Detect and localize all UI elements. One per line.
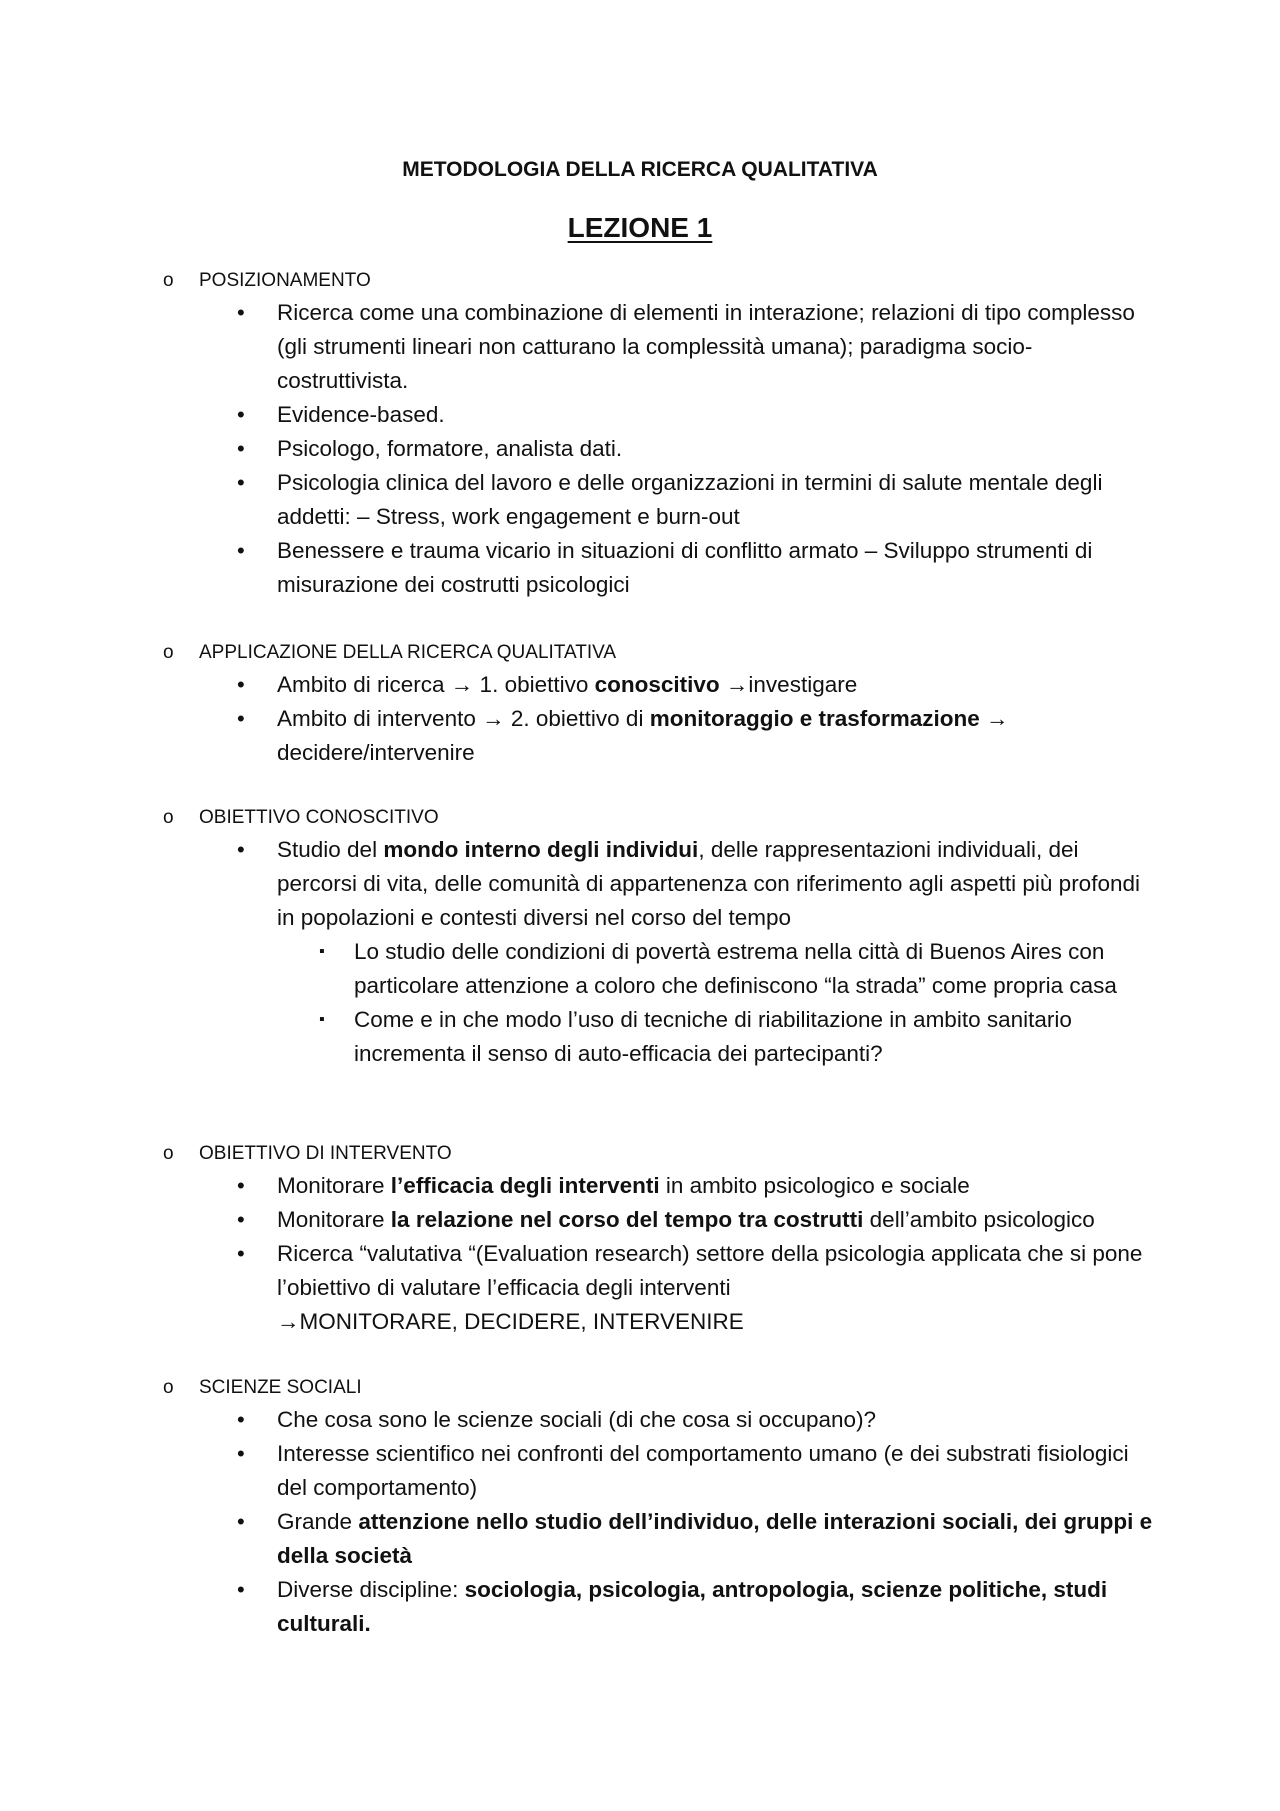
lesson-title: LEZIONE 1 [567,212,713,243]
item-text: Monitorare [277,1207,391,1232]
section-posizionamento [0,266,1280,602]
section-label: OBIETTIVO DI INTERVENTO [199,1143,452,1164]
item-text: in ambito psicologico e sociale [659,1173,970,1198]
item-text: Che cosa sono le scienze sociali (di che cosa si occupano)? [277,1407,877,1432]
section-heading [0,638,1280,668]
section-label: POSIZIONAMENTO [199,270,371,291]
item-text: Benessere e trauma vicario in situazioni di conflitto armato – Sviluppo strumenti di misurazione dei costrutti psicologici [277,538,1093,597]
item-text: Ricerca come una combinazione di elementi in interazione; relazioni di tipo complesso (gli strumenti lineari non catturano la complessità umana); paradigma socio-costruttivista. [277,300,1135,393]
item-text: Psicologia clinica del lavoro e delle organizzazioni in termini di salute mentale degli addetti: – Stress, work engagement e burn-out [277,470,1103,529]
section-heading [0,803,1280,833]
bullet-list [0,1169,1280,1339]
section-label: SCIENZE SOCIALI [199,1377,362,1398]
list-item [0,833,1280,1071]
list-item [0,1437,1280,1505]
item-text: , delle rappresentazioni individuali, dei percorsi di vita, delle comunità di appartenenza con riferimento agli aspetti più profondi in popolazioni e contesti diversi nel corso del tempo [277,837,1140,930]
bullet-icon: • [237,672,245,697]
item-text: → decidere/intervenire [277,706,1009,765]
item-bold-text: l’efficacia degli interventi [390,1173,660,1198]
section-obiettivo-conoscitivo [0,803,1280,1071]
list-item [0,432,1280,466]
item-text: Ambito di intervento → 2. obiettivo di [277,706,650,731]
bullet-icon: • [237,1441,245,1466]
item-text-arrow-line: →MONITORARE, DECIDERE, INTERVENIRE [277,1309,744,1334]
bullet-icon: • [237,706,245,731]
circle-bullet-icon: o [163,642,174,663]
item-text: Lo studio delle condizioni di povertà estrema nella città di Buenos Aires con particolare attenzione a coloro che definiscono “la strada” come propria casa [354,939,1117,998]
item-text: Studio del [277,837,384,862]
square-bullet-icon: ▪ [319,943,325,960]
bullet-icon: • [237,470,245,495]
item-text: Psicologo, formatore, analista dati. [277,436,623,461]
list-item [0,702,1280,770]
bullet-icon: • [237,1207,245,1232]
square-bullet-icon: ▪ [319,1011,325,1028]
list-item [0,534,1280,602]
document-title: METODOLOGIA DELLA RICERCA QUALITATIVA [402,158,878,181]
circle-bullet-icon: o [163,807,174,828]
list-item [0,1203,1280,1237]
list-item [0,1237,1280,1339]
bullet-icon: • [237,1509,245,1534]
item-text: Ambito di ricerca → 1. obiettivo [277,672,595,697]
item-text: Grande [277,1509,359,1534]
bullet-list [0,668,1280,770]
bullet-icon: • [237,1577,245,1602]
list-item [0,1169,1280,1203]
bullet-list [0,1403,1280,1641]
item-bold-text: conoscitivo [594,672,720,697]
item-text: →investigare [719,672,858,697]
section-heading [0,1373,1280,1403]
bullet-icon: • [237,538,245,563]
item-bold-text: monitoraggio e trasformazione [649,706,980,731]
section-obiettivo-intervento [0,1139,1280,1339]
item-text: Ricerca “valutativa “(Evaluation research) settore della psicologia applicata che si pone l’obiettivo di valutare l’efficacia degli interventi [277,1241,1143,1300]
section-label: APPLICAZIONE DELLA RICERCA QUALITATIVA [199,642,617,663]
item-text: dell’ambito psicologico [863,1207,1095,1232]
section-scienze-sociali [0,1373,1280,1641]
bullet-list [0,833,1280,1071]
item-text: Evidence-based. [277,402,445,427]
list-item [0,296,1280,398]
list-item [0,1403,1280,1437]
list-item [0,1573,1280,1641]
bullet-icon: • [237,300,245,325]
item-bold-text: la relazione nel corso del tempo tra costrutti [390,1207,864,1232]
item-text: Interesse scientifico nei confronti del comportamento umano (e dei substrati fisiologici del comportamento) [277,1441,1129,1500]
list-item [0,398,1280,432]
item-text: Monitorare [277,1173,391,1198]
bullet-icon: • [237,436,245,461]
circle-bullet-icon: o [163,270,174,291]
sub-list-item [0,1003,1162,1071]
sub-list-item [0,935,1162,1003]
section-heading [0,266,1280,296]
item-bold-text: attenzione nello studio dell’individuo, delle interazioni sociali, dei gruppi e della società [277,1509,1153,1568]
item-bold-text: sociologia, psicologia, antropologia, scienze politiche, studi culturali. [277,1577,1108,1636]
circle-bullet-icon: o [163,1143,174,1164]
section-heading [0,1139,1280,1169]
bullet-icon: • [237,1241,245,1266]
item-bold-text: mondo interno degli individui [383,837,699,862]
list-item [0,668,1280,702]
item-text: Come e in che modo l’uso di tecniche di riabilitazione in ambito sanitario incrementa il senso di auto-efficacia dei partecipanti? [354,1007,1072,1066]
sub-list [277,935,1162,1071]
item-text: Diverse discipline: [277,1577,465,1602]
bullet-icon: • [237,1173,245,1198]
bullet-list [0,296,1280,602]
bullet-icon: • [237,837,245,862]
circle-bullet-icon: o [163,1377,174,1398]
list-item [0,466,1280,534]
section-label: OBIETTIVO CONOSCITIVO [199,807,439,828]
list-item [0,1505,1280,1573]
bullet-icon: • [237,1407,245,1432]
bullet-icon: • [237,402,245,427]
section-applicazione [0,638,1280,770]
